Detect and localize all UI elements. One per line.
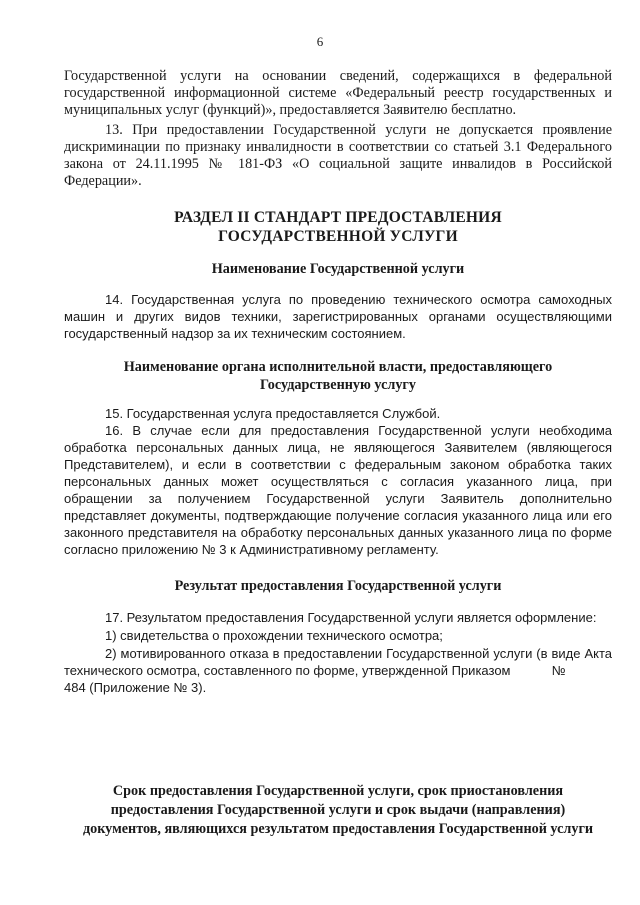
section-title-line-2: ГОСУДАРСТВЕННОЙ УСЛУГИ: [218, 228, 458, 245]
heading-authority-line-1: Наименование органа исполнительной власти, предоставляющего: [123, 359, 553, 375]
paragraph-14: 14. Государственная услуга по проведению технического осмотра самоходных машин и других видов техники, зарегистрированных органами осуществляющими государственный надзор за их техническим состоянием.: [64, 292, 612, 341]
heading-term: [64, 782, 612, 839]
paragraph-17-item-2-tail: 484 (Приложение № 3).: [64, 680, 207, 695]
paragraph-17-item-2-text: 2) мотивированного отказа в предоставлении Государственной услуги (в виде Акта технического осмотра, составленного по форме, утвержденной Приказом: [64, 646, 612, 678]
heading-term-line-3: документов, являющихся результатом предоставления Государственной услуги: [82, 821, 594, 837]
heading-service-name: Наименование Государственной услуги: [211, 261, 465, 277]
paragraph-17-item-1: 1) свидетельства о прохождении технического осмотра;: [105, 628, 443, 643]
paragraph-15: 15. Государственная услуга предоставляется Службой.: [105, 406, 441, 421]
paragraph-16: 16. В случае если для предоставления Государственной услуги необходима обработка персональных данных лица, не являющегося Заявителем (являющегося Представителем), и если в соответствии с федеральным законом обработка таких персональных данных может осуществляться с согласия указанного лица, при обращении за получением Государственной услуги Заявитель дополнительно представляет документы, подтверждающие получение согласия указанного лица или его законного представителя на обработку персональных данных указанного лица по форме согласно приложению № 3 к Административному регламенту.: [64, 423, 612, 557]
heading-term-line-1: Срок предоставления Государственной услуги, срок приостановления: [112, 783, 564, 799]
paragraph-17: 17. Результатом предоставления Государственной услуги является оформление:: [105, 610, 597, 625]
page-number: 6: [316, 34, 324, 49]
section-title-line-1: РАЗДЕЛ II СТАНДАРТ ПРЕДОСТАВЛЕНИЯ: [174, 209, 502, 226]
paragraph-intro: Государственной услуги на основании сведений, содержащихся в федеральной государственной информационной системе «Федеральный реестр государственных и муниципальных услуг (функций)», предоставляется Заявителю бесплатно.: [64, 68, 612, 118]
heading-term-line-2: предоставления Государственной услуги и срок выдачи (направления): [110, 802, 566, 818]
paragraph-17-item-2-number-sign: №: [551, 663, 566, 678]
heading-authority: [64, 358, 612, 394]
heading-result: Результат предоставления Государственной услуги: [174, 578, 502, 594]
paragraph-17-item-2: [64, 645, 612, 696]
paragraph-13: 13. При предоставлении Государственной услуги не допускается проявление дискриминации по признаку инвалидности в соответствии со статьей 3.1 Федерального закона от 24.11.1995 № 181-ФЗ «О социальной защите инвалидов в Российской Федерации».: [64, 122, 612, 189]
section-title: [64, 208, 612, 246]
heading-authority-line-2: Государственную услугу: [260, 377, 416, 393]
